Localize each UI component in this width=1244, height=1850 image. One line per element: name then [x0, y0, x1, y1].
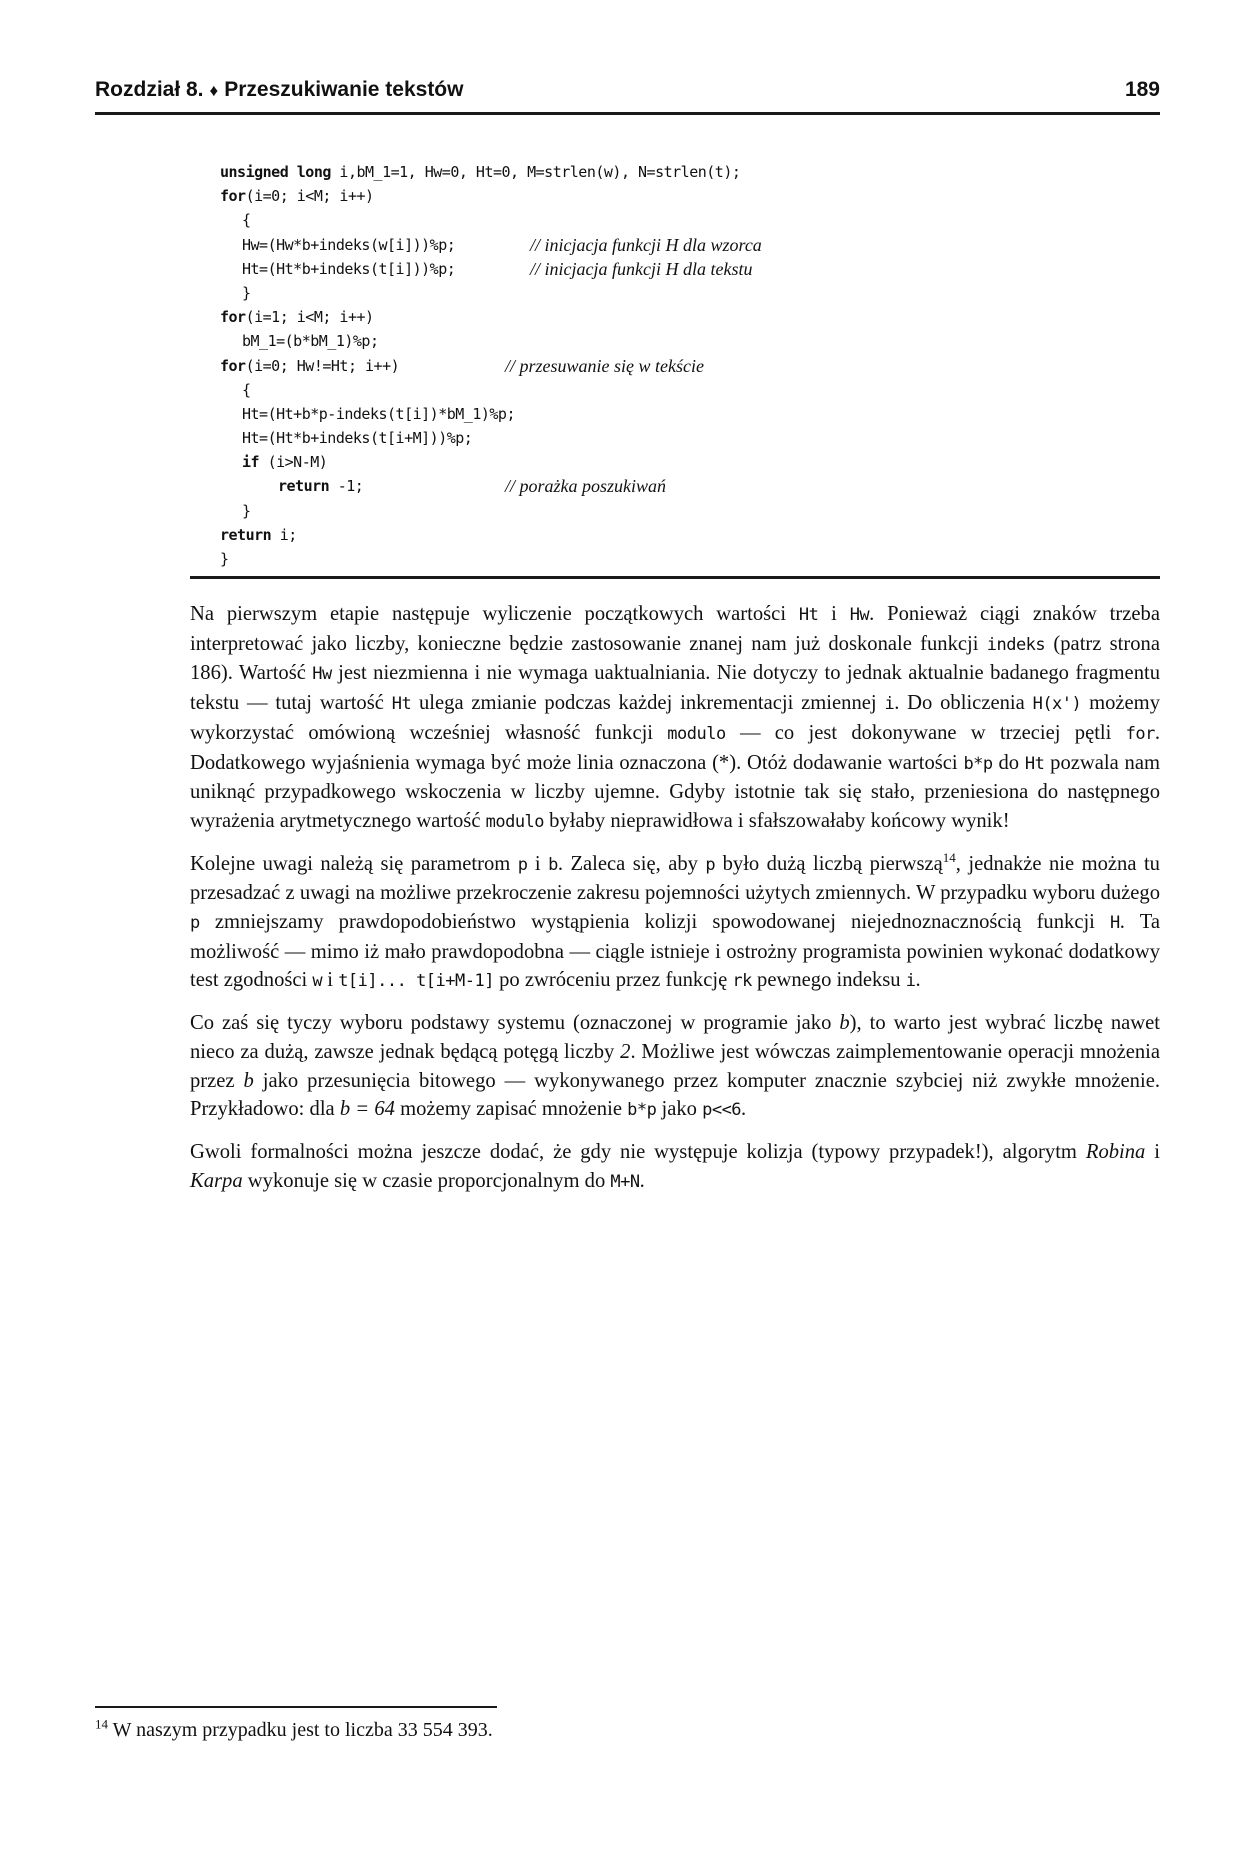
inline-code: w	[312, 971, 323, 992]
code-text: Ht=(Ht+b*p-indeks(t[i])*bM_1)%p;	[242, 404, 515, 423]
text-run: ulega zmianie podczas każdej inkrementacji zmiennej	[411, 692, 885, 715]
text-run: . Zaleca się, aby	[557, 852, 706, 875]
code-text: i,bM_1=1, Hw=0, Ht=0, M=strlen(w), N=strlen(t);	[330, 163, 741, 181]
code-line	[220, 281, 1120, 305]
diamond-separator-icon: ♦	[209, 81, 219, 100]
text-run: — co jest dokonywane w trzeciej pętli	[725, 721, 1126, 744]
code-line	[220, 257, 1120, 281]
code-keyword: for	[220, 187, 246, 206]
text-run: i	[527, 852, 549, 875]
text-run: jest niezmienna i nie wymaga uaktualniania. Nie dotyczy to jednak aktualnie badanego fragmentu tekstu — tutaj wartość	[190, 662, 1161, 715]
chapter-label: Rozdział 8.	[95, 78, 204, 101]
code-text: i;	[271, 525, 297, 544]
code-keyword: if	[242, 453, 260, 472]
text-run: .	[639, 1169, 645, 1192]
body-text	[190, 600, 1160, 1209]
text-run: Gwoli formalności można jeszcze dodać, że gdy nie występuje kolizja (typowy przypadek!), algorytm	[190, 1140, 1086, 1163]
code-text: {	[242, 380, 251, 399]
chapter-heading	[95, 78, 463, 102]
text-run: (patrz strona 186). Wartość	[190, 632, 1160, 685]
inline-code: b*p	[963, 753, 993, 774]
inline-code: p	[705, 854, 716, 875]
text-run: możemy zapisać mnożenie	[394, 1098, 628, 1121]
footnote-number: 14	[95, 1716, 108, 1732]
inline-code: M+N	[610, 1171, 640, 1192]
footnote-reference[interactable]: 14	[942, 849, 956, 865]
inline-code: Hw	[312, 664, 332, 685]
text-run: było dużą liczbą pierwszą	[715, 852, 943, 875]
paragraph	[190, 1138, 1160, 1196]
code-line	[220, 547, 1120, 571]
code-line	[220, 523, 1120, 547]
text-run: Na pierwszym etapie następuje wyliczenie początkowych wartości	[190, 603, 799, 625]
text-run: . Ponieważ ciągi znaków trzeba interpretować jako liczby, konieczne będzie zastosowanie znanej nam już doskonale funkcji	[190, 603, 1160, 655]
code-line	[220, 450, 1120, 474]
code-line	[220, 160, 1120, 184]
code-text: (i>N-M)	[259, 453, 328, 472]
text-run: , jednakże nie można tu przesadzać z uwagi na możliwe przekroczenie zakresu pojemności użytych zmiennych. W przypadku wyboru dużego	[190, 852, 1160, 905]
footnote	[95, 1716, 1095, 1744]
footnote-rule	[95, 1706, 497, 1708]
inline-code: Ht	[1024, 753, 1045, 774]
italic-term: Robina	[1085, 1140, 1146, 1163]
text-run: . Dodatkowego wyjaśnienia wymaga być może linia oznaczona (*). Otóż dodawanie wartości	[190, 721, 1160, 774]
italic-term: Karpa	[190, 1169, 243, 1192]
inline-code: modulo	[485, 811, 545, 832]
code-line	[220, 184, 1120, 208]
code-text: {	[242, 211, 251, 230]
italic-term: 2	[620, 1040, 631, 1063]
code-text: (i=0; i<M; i++)	[245, 187, 374, 206]
italic-term: b	[243, 1069, 254, 1092]
italic-term: b	[839, 1012, 850, 1035]
text-run: pozwala nam uniknąć przypadkowego wskoczenia w liczby ujemne. Gdyby istotnie tak się stało, przeniesiona do następnego wyrażenia arytmetycznego wartość	[190, 751, 1161, 832]
text-run: ), to warto jest wybrać liczbę nawet nieco za dużą, zawsze jednak będącą potęgą liczby	[190, 1012, 1161, 1063]
text-run: do	[992, 751, 1025, 774]
paragraph	[190, 850, 1160, 997]
text-run: możemy wykorzystać omówioną wcześniej własność funkcji	[190, 692, 1160, 744]
text-run: . Możliwe jest wówczas zaimplementowanie operacji mnożenia przez	[190, 1040, 1161, 1092]
code-keyword: unsigned long	[220, 163, 331, 181]
code-comment: // przesuwanie się w tekście	[505, 355, 704, 376]
text-run: . Do obliczenia	[894, 692, 1033, 715]
text-run: Co zaś się tyczy wyboru podstawy systemu (oznaczonej w programie jako	[190, 1012, 840, 1035]
code-text: }	[242, 501, 251, 520]
code-text: bM_1=(b*bM_1)%p;	[242, 332, 379, 351]
code-listing	[220, 160, 1120, 571]
text-run: pewnego indeksu	[751, 969, 906, 992]
code-keyword: return	[220, 525, 272, 544]
inline-code: p	[190, 913, 200, 934]
italic-term: b = 64	[339, 1098, 395, 1121]
text-run: i	[818, 603, 850, 625]
code-line	[220, 402, 1120, 426]
code-comment: // inicjacja funkcji H dla tekstu	[530, 258, 753, 279]
page-number: 189	[1124, 78, 1160, 101]
code-line	[220, 354, 1120, 378]
inline-code: b*p	[627, 1100, 657, 1121]
text-run: zmniejszamy prawdopodobieństwo wystąpienia kolizji spowodowanej niejednoznacznością funkcji	[199, 911, 1111, 934]
inline-code: i	[884, 694, 895, 715]
code-text: }	[220, 550, 229, 568]
code-line	[220, 329, 1120, 353]
text-run: jako	[656, 1098, 703, 1121]
code-keyword: return	[278, 477, 330, 496]
code-keyword: for	[220, 308, 246, 327]
inline-code: indeks	[986, 634, 1046, 655]
paragraph	[190, 600, 1160, 837]
text-run: i	[322, 969, 339, 992]
text-run: . Ta możliwość — mimo iż mało prawdopodobna — ciągle istnieje i ostrożny programista powinien wykonać dodatkowy test zgodności	[190, 911, 1160, 992]
code-comment: // porażka poszukiwań	[505, 476, 667, 497]
code-keyword: for	[220, 356, 246, 375]
inline-code: H	[1110, 913, 1120, 934]
code-line	[220, 378, 1120, 402]
inline-code: p<<6	[702, 1100, 742, 1121]
code-comment: // inicjacja funkcji H dla wzorca	[530, 234, 762, 255]
code-line	[220, 474, 1120, 498]
text-run: .	[741, 1098, 747, 1121]
text-run: po zwróceniu przez funkcję	[493, 969, 733, 992]
inline-code: Ht	[391, 694, 412, 715]
running-header	[95, 76, 1160, 115]
listing-end-rule	[190, 576, 1160, 579]
code-text: Ht=(Ht*b+indeks(t[i+M]))%p;	[242, 429, 473, 448]
code-text: -1;	[329, 477, 364, 496]
inline-code: b	[548, 854, 558, 875]
inline-code: modulo	[667, 723, 726, 744]
code-text: Hw=(Hw*b+indeks(w[i]))%p;	[242, 235, 456, 254]
code-line	[220, 208, 1120, 232]
footnote-text: W naszym przypadku jest to liczba 33 554 393.	[108, 1719, 493, 1741]
text-run: wykonuje się w czasie proporcjonalnym do	[242, 1169, 611, 1192]
text-run: Kolejne uwagi należą się parametrom	[190, 852, 518, 875]
code-line	[220, 426, 1120, 450]
code-text: }	[242, 283, 251, 302]
inline-code: for	[1125, 723, 1155, 744]
code-line	[220, 233, 1120, 257]
code-text: Ht=(Ht*b+indeks(t[i]))%p;	[242, 259, 456, 278]
chapter-title: Przeszukiwanie tekstów	[224, 78, 464, 101]
inline-code: t[i]... t[i+M-1]	[338, 971, 494, 992]
inline-code: p	[517, 854, 528, 875]
inline-code: rk	[732, 971, 752, 992]
code-text: (i=1; i<M; i++)	[245, 308, 374, 327]
code-line	[220, 499, 1120, 523]
paragraph	[190, 1009, 1160, 1125]
text-run: .	[915, 969, 921, 992]
inline-code: Hw	[849, 605, 870, 625]
code-line	[220, 305, 1120, 329]
inline-code: H(x')	[1032, 694, 1082, 715]
inline-code: i	[905, 971, 916, 992]
inline-code: Ht	[798, 605, 819, 625]
text-run: jako przesunięcia bitowego — wykonywanego przez komputer znacznie szybciej niż zwykłe mnożenie. Przykładowo: dla	[190, 1069, 1160, 1121]
text-run: i	[1145, 1140, 1160, 1163]
code-text: (i=0; Hw!=Ht; i++)	[245, 356, 400, 375]
text-run: byłaby nieprawidłowa i sfałszowałaby końcowy wynik!	[544, 809, 1010, 832]
